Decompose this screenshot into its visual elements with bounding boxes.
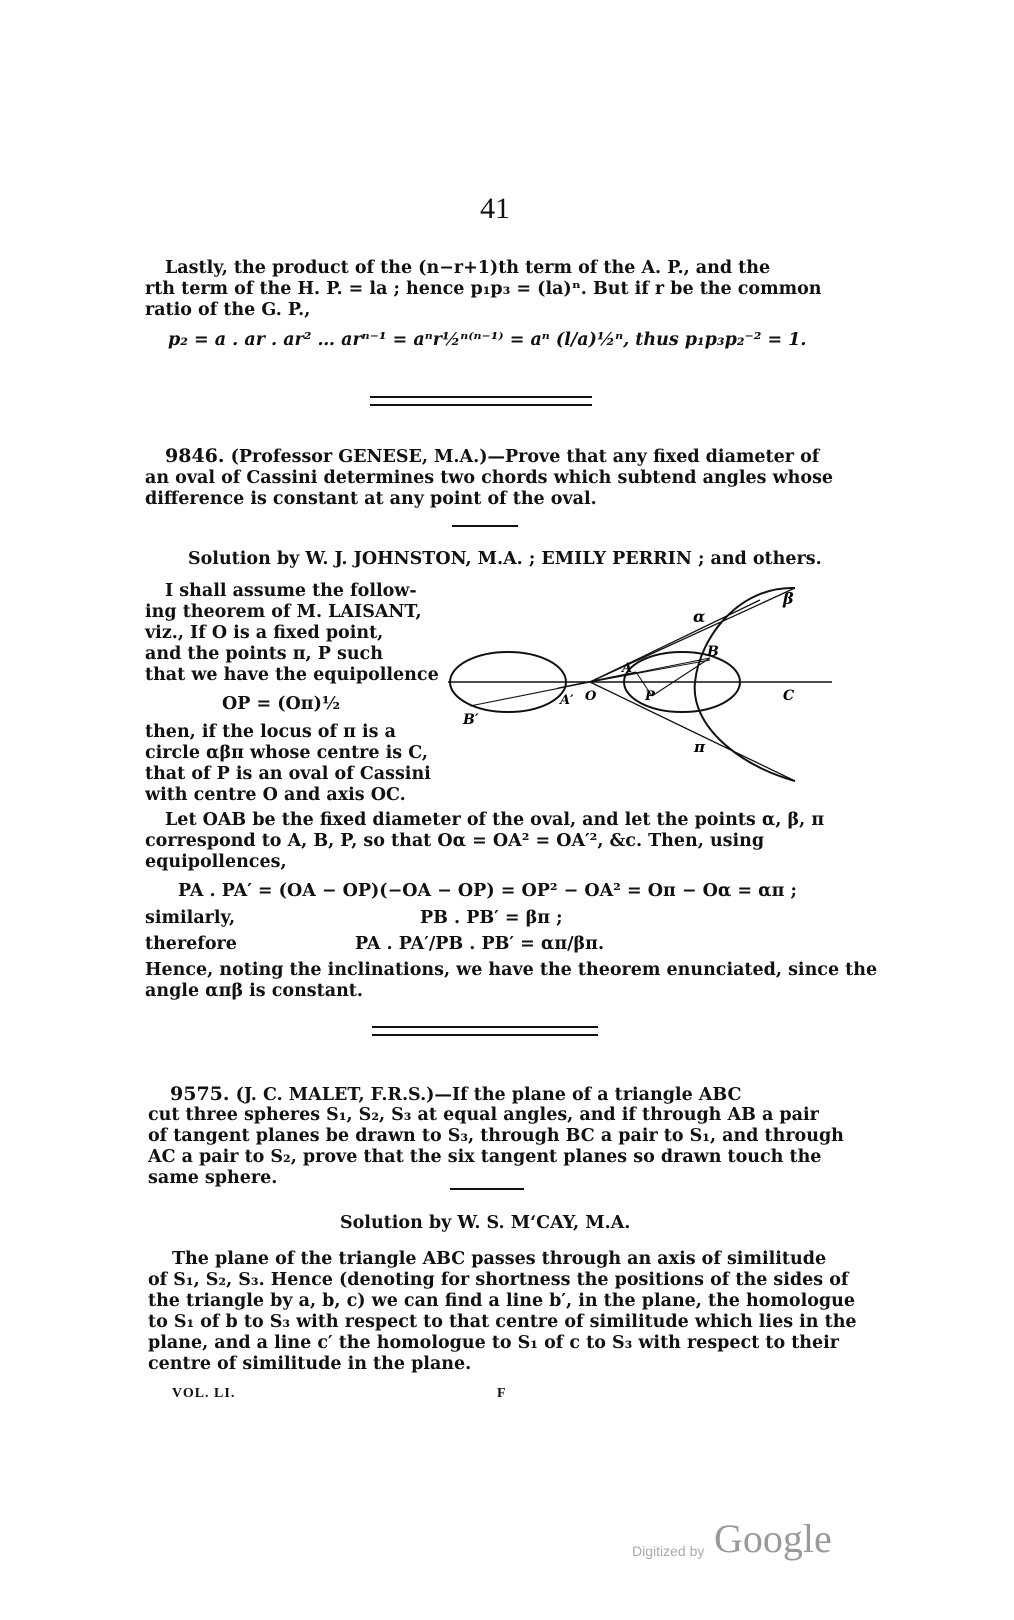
- label-p: P: [645, 689, 655, 704]
- label-b: B: [707, 644, 719, 660]
- label-beta: β: [783, 589, 794, 608]
- section1-line2: rth term of the H. P. = la ; hence p₁p₃ = (la)ⁿ. But if r be the common: [145, 279, 822, 299]
- conclusion-line-1: Hence, noting the inclinations, we have the theorem enunciated, since the: [145, 960, 878, 980]
- short-divider-2: [450, 1188, 524, 1190]
- left-col-line-4: and the points π, P such: [145, 644, 383, 664]
- section-divider: [370, 396, 592, 406]
- left-col-line-2: ing theorem of M. LAISANT,: [145, 602, 422, 622]
- google-logo: Google: [714, 1516, 832, 1561]
- equation-2-label: similarly,: [145, 908, 236, 928]
- digitized-by-text: Digitized by: [632, 1543, 705, 1559]
- section-divider-2: [372, 1026, 598, 1036]
- left-col2-line-1: then, if the locus of π is a: [145, 722, 396, 742]
- left-col2-line-4: with centre O and axis OC.: [145, 785, 406, 805]
- question-9846-line1: [165, 445, 819, 467]
- label-a: A: [622, 661, 633, 676]
- solution-heading-9846: Solution by W. J. JOHNSTON, M.A. ; EMILY PERRIN ; and others.: [188, 549, 822, 569]
- left-col2-line-2: circle αβπ whose centre is C,: [145, 743, 428, 763]
- equipollence: OP = (Oπ)½: [222, 694, 341, 714]
- question-9575-line2: cut three spheres S₁, S₂, S₃ at equal angles, and if through AB a pair: [148, 1105, 819, 1125]
- label-alpha: α: [693, 607, 706, 626]
- question-number-9575: 9575.: [170, 1083, 230, 1105]
- left-col2-line-3: that of P is an oval of Cassini: [145, 764, 431, 784]
- label-c: C: [783, 688, 795, 704]
- full-line-1: Let OAB be the fixed diameter of the oval, and let the points α, β, π: [165, 810, 825, 830]
- equation-3: PA . PA′/PB . PB′ = απ/βπ.: [355, 934, 605, 954]
- equation-2: PB . PB′ = βπ ;: [420, 908, 563, 928]
- body-line-1: The plane of the triangle ABC passes through an axis of similitude: [172, 1249, 827, 1269]
- left-col-line-5: that we have the equipollence: [145, 665, 439, 685]
- equation-1: PA . PA′ = (OA − OP)(−OA − OP) = OP² − OA² = Oπ − Oα = απ ;: [178, 881, 797, 901]
- section1-line1: Lastly, the product of the (n−r+1)th term of the A. P., and the: [165, 258, 771, 278]
- question-number: 9846.: [165, 445, 225, 467]
- solution-heading-9575: Solution by W. S. M‘CAY, M.A.: [340, 1213, 631, 1233]
- signature-mark: F: [497, 1386, 507, 1401]
- body-line-5: plane, and a line c′ the homologue to S₁ of c to S₃ with respect to their: [148, 1333, 840, 1353]
- question-9575-line1-text: (J. C. MALET, F.R.S.)—If the plane of a triangle ABC: [235, 1085, 742, 1105]
- question-9846-line3: difference is constant at any point of the oval.: [145, 489, 597, 509]
- label-a-prime: A′: [560, 693, 574, 708]
- line-o-pi: [590, 682, 795, 781]
- full-line-2: correspond to A, B, P, so that Oα = OA² = OA′², &c. Then, using: [145, 831, 765, 851]
- equation-3-label: therefore: [145, 934, 237, 954]
- question-9575-line1: [170, 1083, 741, 1105]
- section1-line3: ratio of the G. P.,: [145, 300, 311, 320]
- circle-arc: [695, 588, 795, 781]
- body-line-4: to S₁ of b to S₃ with respect to that centre of similitude which lies in the: [148, 1312, 857, 1332]
- cassini-oval-diagram: [440, 576, 840, 796]
- line-o-beta: [590, 588, 795, 682]
- full-line-3: equipollences,: [145, 852, 287, 872]
- volume-label: VOL. LI.: [172, 1386, 236, 1401]
- body-line-3: the triangle by a, b, c) we can find a line b′, in the plane, the homologue: [148, 1291, 856, 1311]
- question-9575-line3: of tangent planes be drawn to S₃, through BC a pair to S₁, and through: [148, 1126, 844, 1146]
- label-b-prime: B′: [463, 712, 479, 728]
- left-col-line-1: I shall assume the follow-: [165, 581, 417, 601]
- question-9575-line4: AC a pair to S₂, prove that the six tangent planes so drawn touch the: [148, 1147, 822, 1167]
- section1-equation: p₂ = a . ar . ar² … arⁿ⁻¹ = aⁿr½ⁿ⁽ⁿ⁻¹⁾ = aⁿ (l/a)½ⁿ, thus p₁p₃p₂⁻² = 1.: [168, 330, 807, 350]
- body-line-6: centre of similitude in the plane.: [148, 1354, 472, 1374]
- body-line-2: of S₁, S₂, S₃. Hence (denoting for shortness the positions of the sides of: [148, 1270, 849, 1290]
- conclusion-line-2: angle απβ is constant.: [145, 981, 363, 1001]
- label-pi: π: [694, 738, 705, 756]
- page-number: 41: [480, 192, 510, 225]
- label-o: O: [585, 689, 597, 704]
- question-9575-line5: same sphere.: [148, 1168, 278, 1188]
- short-divider: [452, 525, 518, 527]
- question-9846-line2: an oval of Cassini determines two chords which subtend angles whose: [145, 468, 834, 488]
- question-line1-text: (Professor GENESE, M.A.)—Prove that any fixed diameter of: [230, 447, 820, 467]
- left-col-line-3: viz., If O is a fixed point,: [145, 623, 384, 643]
